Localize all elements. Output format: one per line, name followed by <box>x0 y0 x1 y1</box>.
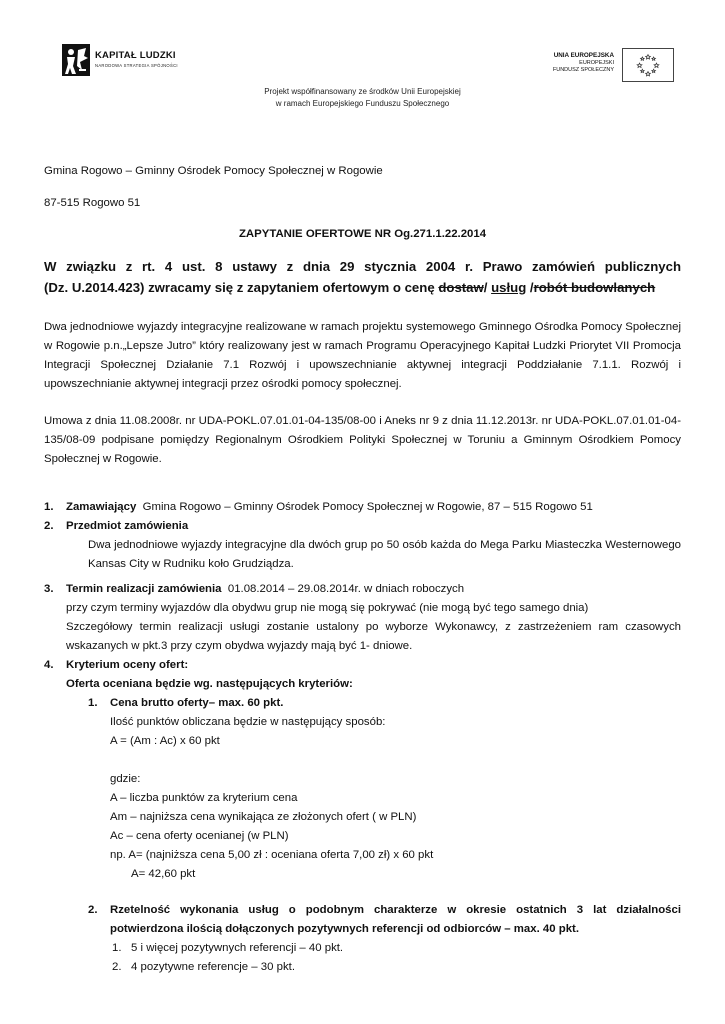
criterion-2-sub-1: 5 i więcej pozytywnych referencji – 40 pkt. <box>131 942 344 954</box>
item-2-label: Przedmiot zamówienia <box>66 520 189 532</box>
item-3-number: 3. <box>44 583 54 595</box>
item-1-label: Zamawiający <box>66 501 137 513</box>
item-2-text: Dwa jednodniowe wyjazdy integracyjne dla dwóch grup po 50 osób każda do Mega Parku Miasteczka Westernowego Kansas City w Rudniku koło Grudziądza. <box>88 539 681 570</box>
intro-underline-uslug: usług <box>491 280 527 295</box>
criterion-2-label: Rzetelność wykonania usług o podobnym charakterze w okresie ostatnich 3 lat działalności potwierdzona ilością dołączonych pozytywnych referencji od odbiorców – max. 40 pkt. <box>110 904 681 935</box>
criterion-1-example-result: A= 42,60 pkt <box>131 868 196 880</box>
item-4-label: Kryterium oceny ofert: <box>66 659 189 671</box>
item-3 <box>66 580 464 599</box>
page-title: ZAPYTANIE OFERTOWE NR Og.271.1.22.2014 <box>238 228 487 240</box>
eu-line-2: EUROPEJSKI <box>579 59 614 66</box>
criterion-1-def-a: A – liczba punktów za kryterium cena <box>110 792 298 804</box>
eu-line-1: UNIA EUROPEJSKA <box>553 52 614 59</box>
criterion-1-formula: A = (Am : Ac) x 60 pkt <box>110 735 220 747</box>
criterion-2-number: 2. <box>88 904 98 916</box>
eu-logo <box>540 48 674 84</box>
eu-logo-text <box>553 52 614 75</box>
project-note-line-1: Projekt współfinansowany ze środków Unii Europejskiej <box>264 87 461 96</box>
item-4-number: 4. <box>44 659 54 671</box>
criterion-1-def-ac: Ac – cena oferty ocenianej (w PLN) <box>110 830 289 842</box>
item-3-line-3: Szczegółowy termin realizacji usługi zostanie ustalony po wyborze Wykonawcy, z zastrzeżeniem ram czasowych wskazanych w pkt.3 przy czym obydwa wyjazdy mają być 1- dniowe. <box>66 621 681 652</box>
project-cofinancing-note <box>0 86 725 110</box>
item-3-text: 01.08.2014 – 29.08.2014r. w dniach roboczych <box>227 583 465 595</box>
kapital-ludzki-subtitle: NARODOWA STRATEGIA SPÓJNOŚCI <box>95 63 178 68</box>
criterion-2-sub-1-number: 1. <box>112 942 122 954</box>
item-1-text: Gmina Rogowo – Gminny Ośrodek Pomocy Społecznej w Rogowie, 87 – 515 Rogowo 51 <box>142 501 593 513</box>
eu-flag-icon <box>622 48 674 82</box>
criterion-1-example: np. A= (najniższa cena 5,00 zł : oceniana oferta 7,00 zł) x 60 pkt <box>110 849 434 861</box>
criterion-1-where: gdzie: <box>110 773 141 785</box>
sender-address: 87-515 Rogowo 51 <box>44 197 141 209</box>
paragraph-agreement: Umowa z dnia 11.08.2008r. nr UDA-POKL.07.01.01-04-135/08-00 i Aneks nr 9 z dnia 11.12.2013r. nr UDA-POKL.07.01.01-04-135/08-09 podpisane pomiędzy Regionalnym Ośrodkiem Polityki Społecznej w Toruniu a Gminnym Ośrodkiem Pomocy Społecznej w Rogowie. <box>44 415 681 465</box>
intro-slash-2: / <box>526 280 534 295</box>
intro-slash: / <box>483 280 492 295</box>
intro-line-2 <box>44 277 681 298</box>
intro-strike-roboty: robót budowlanych <box>533 280 656 295</box>
intro-line-2-text: (Dz. U.2014.423) zwracamy się z zapytaniem ofertowym o cenę <box>44 280 439 295</box>
criterion-2-sub-2: 4 pozytywne referencje – 30 pkt. <box>131 961 295 973</box>
criterion-1-def-am: Am – najniższa cena wynikająca ze złożonych ofert ( w PLN) <box>110 811 417 823</box>
sender-name: Gmina Rogowo – Gminny Ośrodek Pomocy Społecznej w Rogowie <box>44 165 383 177</box>
kapital-ludzki-emblem-icon <box>62 44 90 76</box>
item-3-line-2: przy czym terminy wyjazdów dla obydwu grup nie mogą się pokrywać (nie mogą być tego samego dnia) <box>66 602 589 614</box>
item-1-number: 1. <box>44 501 54 513</box>
project-note-line-2: w ramach Europejskiego Funduszu Społecznego <box>275 99 450 108</box>
intro-line-1: W związku z rt. 4 ust. 8 ustawy z dnia 29 stycznia 2004 r. Prawo zamówień publicznych <box>44 259 681 274</box>
criterion-1-number: 1. <box>88 697 98 709</box>
criterion-1-label: Cena brutto oferty– max. 60 pkt. <box>110 697 284 709</box>
item-3-label: Termin realizacji zamówienia <box>66 583 222 595</box>
item-1 <box>66 498 593 517</box>
criterion-1-line-1: Ilość punktów obliczana będzie w następujący sposób: <box>110 716 386 728</box>
paragraph-project-description: Dwa jednodniowe wyjazdy integracyjne realizowane w ramach projektu systemowego Gminnego Ośrodka Pomocy Społecznej w Rogowie p.n.„Lepsze Jutro” który realizowany jest w ramach Programu Operacyjnego Kapitał Ludzki Priorytet VII Promocja Integracji Społecznej Działanie 7.1 Rozwój i upowszechnianie aktywnej integracji Poddziałanie 7.1.1. Rozwój i upowszechnianie aktywnej integracji przez ośrodki pomocy społecznej. <box>44 321 681 390</box>
kapital-ludzki-title: KAPITAŁ LUDZKI <box>95 50 176 61</box>
item-2-number: 2. <box>44 520 54 532</box>
eu-line-3: FUNDUSZ SPOŁECZNY <box>552 67 614 73</box>
criterion-2-sub-2-number: 2. <box>112 961 122 973</box>
intro-strike-dostaw: dostaw <box>438 280 484 295</box>
item-4-subtitle: Oferta oceniana będzie wg. następujących kryteriów: <box>66 678 353 690</box>
kapital-ludzki-logo <box>62 44 192 76</box>
